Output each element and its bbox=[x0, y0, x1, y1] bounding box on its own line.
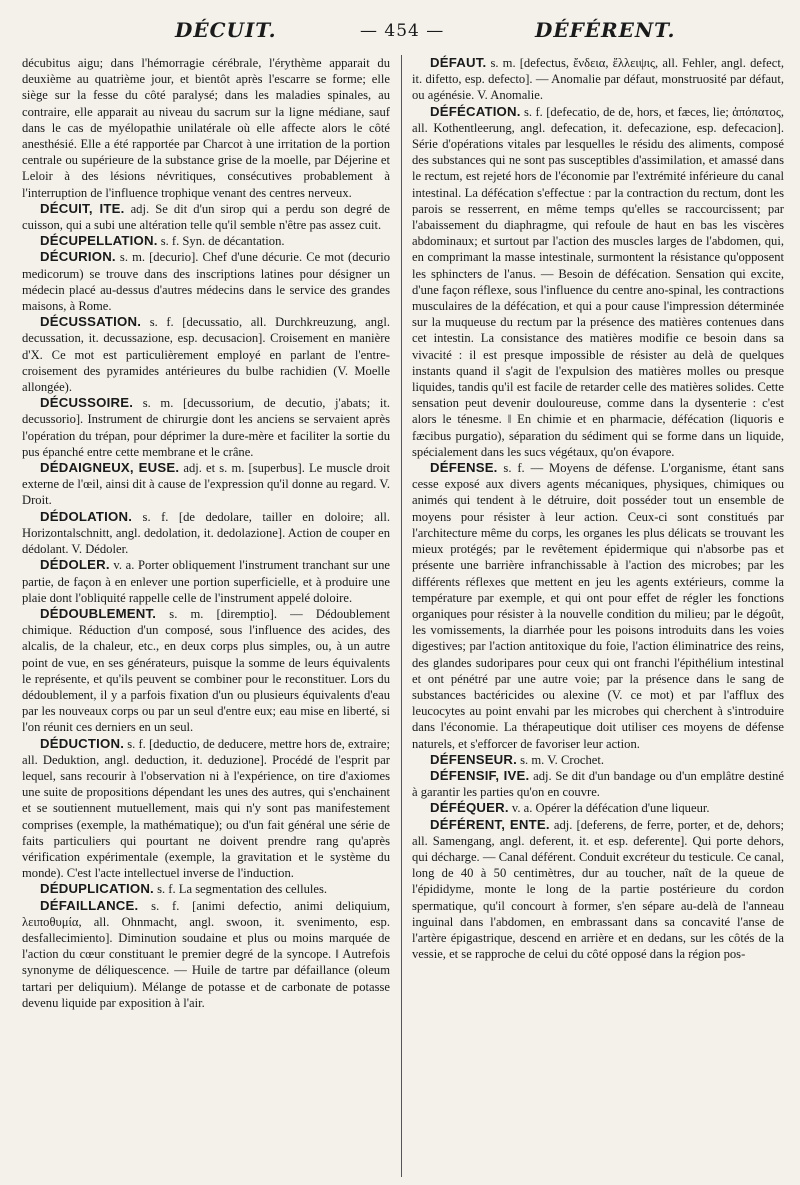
entry-headword: DÉCUSSOIRE. bbox=[40, 395, 134, 411]
dictionary-entry bbox=[22, 736, 390, 882]
entry-definition: v. a. Porter obliquement l'instrument tranchant sur une partie, de façon à en enlever une portion superficielle, et à produire une plaie dont l'obliquité rappelle celle de l'instrument appelé doloire. bbox=[22, 558, 390, 605]
entry-headword: DÉDUCTION. bbox=[40, 735, 125, 751]
entry-headword: DÉCUIT, ITE. bbox=[40, 200, 125, 216]
running-head-left: DÉCUIT. bbox=[175, 18, 277, 42]
page-header bbox=[0, 12, 800, 48]
entry-definition: adj. [deferens, de ferre, porter, et de, dehors; all. Samengang, angl. deferent, it. et esp. deferente]. Qui porte dehors, qui décharge. — Canal déférent. Conduit excréteur du testicule. Ce canal, long de 40 à 50 centimètres, dur au toucher, naît de la queue de l'épididyme, monte le long de la partie postérieure du cordon spermatique, qu'il concourt à former, s'en sépare au-delà de l'anneau inguinal dans l'abdomen, en embrassant dans sa concavité l'anse de l'artère épigastrique, descend en arrière et en dedans, sur les côtés de la vessie, et se rapproche de celui du côté opposé dans la région pos- bbox=[412, 817, 784, 962]
dictionary-entry bbox=[22, 606, 390, 736]
entry-definition: s. f. [de dedolare, tailler en doloire; all. Horizontalschnitt, angl. dedolation, it. dedolazione]. Action de couper en dédolant. V. Dédoler. bbox=[22, 509, 390, 557]
entry-definition: s. f. La segmentation des cellules. bbox=[153, 882, 328, 897]
dictionary-entry bbox=[22, 233, 390, 249]
entry-definition: s. m. [decussorium, de decutio, j'abats; it. decussorio]. Instrument de chirurgie dont les anciens se servaient après l'opération du trépan, pour déprimer la dure-mère et faciliter la sortie du pus épanché entre cette membrane et le crâne. bbox=[22, 396, 390, 459]
entry-definition: décubitus aigu; dans l'hémorragie cérébrale, l'érythème apparait du deuxième au quatrième jour, et bientôt après l'escarre se forme; elle siège sur la fesse du côté paralysé; dans les maladies spinales, au contraire, elle apparait au niveau du sacrum sur la ligne médiane, sauf dans le cas de myélopathie unilatérale où elle affecte alors le côté anesthésié. Elle a été rapportée par Charcot à une irritation de la portion centrale ou supérieure de la substance grise de la moelle, par Déjerine et Leloir à des lésions névritiques, consécutives probablement à l'interruption de l'influence trophique venant des centres nerveux. bbox=[22, 56, 390, 200]
entry-headword: DÉCUPELLATION. bbox=[40, 233, 158, 249]
entry-definition: adj. Se dit d'un bandage ou d'un emplâtre destiné à garantir les parties qu'on en couvre. bbox=[412, 768, 784, 800]
entry-definition: s. f. Syn. de décantation. bbox=[157, 234, 285, 249]
entry-headword: DÉFENSE. bbox=[430, 460, 498, 476]
dictionary-entry bbox=[412, 768, 784, 800]
dictionary-entry bbox=[22, 881, 390, 897]
dictionary-entry bbox=[22, 55, 390, 201]
dictionary-entry bbox=[22, 557, 390, 606]
entry-headword: DÉCURION. bbox=[40, 249, 116, 265]
entry-definition: adj. Se dit d'un sirop qui a perdu son degré de cuisson, qui a subi une altération telle qu'il semble n'être pas assez cuit. bbox=[22, 201, 390, 233]
dictionary-entry bbox=[412, 104, 784, 460]
dictionary-entry bbox=[22, 898, 390, 1011]
entry-headword: DÉFÉRENT, ENTE. bbox=[430, 816, 550, 832]
entry-definition: s. m. V. Crochet. bbox=[517, 752, 604, 767]
dictionary-entry bbox=[412, 55, 784, 104]
entry-definition: s. f. [deductio, de deducere, mettre hors de, extraire; all. Deduktion, angl. deduction, it. deduzione]. Procédé de l'esprit par lequel, sans recourir à l'observation ni à l'expérience, on tire d'axiomes une suite de propositions dépendant les unes des autres, qui s'enchainent et se soutiennent mutuellement, mais qui n'y sont pas manifestement comprises (exemple, la mathématique); ou d'un fait général une série de faits particuliers qui pourtant ne doivent prendre rang qu'après vérification expérimentale (exemple, la gravitation et le système du monde). C'est l'acte intellectuel inverse de l'induction. bbox=[22, 736, 390, 881]
entry-headword: DÉDOUBLEMENT. bbox=[40, 605, 157, 621]
entry-definition: s. m. [decurio]. Chef d'une décurie. Ce mot (decurio medicorum) se trouve dans des inscriptions latines pour désigner un médecin placé au-dessus d'autres médecins dans le service des grandes maisons, à Rome. bbox=[22, 250, 390, 314]
dictionary-entry bbox=[22, 314, 390, 395]
column-divider bbox=[401, 55, 402, 1177]
right-column bbox=[412, 55, 784, 1180]
entry-definition: s. f. [defecatio, de de, hors, et fæces, lie; ἀπόπατος, all. Kothentleerung, angl. defecation, it. defecazione, esp. defecacion]. Série d'opérations vitales par lesquelles le résidu des aliments, composé des substances qui ne sont pas susceptibles d'assimilation, et amassé dans le rectum, est rejeté hors de l'économie par l'extrémité inférieure du canal intestinal. La défécation s'effectue : par la contraction du rectum, dont les parois se resserrent, en même temps qu'elles se raccourcissent; par l'abaissement du diaphragme, qui refoule de haut en bas les viscères abdominaux; et surtout par l'action des muscles larges de l'abdomen, qui, en comprimant la masse intestinale, surmontent la résistance qu'opposent les sphincters de l'anus. — Besoin de défécation. Sensation qui excite, d'une façon réflexe, sous l'influence du centre ano-spinal, les contractions musculaires de la défécation, et qui a pour cause l'impression déterminée sur la muqueuse du rectum par la présence des matières contenues dans cet intestin. La consistance des matières modifie ce besoin dans sa vivacité : il est presque impossible de résister au delà de quelques instants quand il s'agit de l'expulsion des matières molles ou presque liquides, tandis qu'il est facile de retarder celle des matières solides. Cette sensation peut devenir douloureuse, comme dans la dysenterie : c'est alors le ténesme. ‖ En chimie et en pharmacie, défécation (liquoris e fæcibus purgatio), séparation du sédiment qui se forme dans un liquide, spécialement dans les sucs végétaux, qu'on évapore. bbox=[412, 104, 784, 459]
entry-headword: DÉDOLER. bbox=[40, 557, 110, 573]
entry-definition: s. m. [defectus, ἔνδεια, ἔλλειψις, all. Fehler, angl. defect, it. difetto, esp. defecto]. — Anomalie par défaut, monstruosité par défaut, ou agénésie. V. Anomalie. bbox=[412, 56, 784, 103]
entry-headword: DÉFAILLANCE. bbox=[40, 897, 139, 913]
entry-headword: DÉCUSSATION. bbox=[40, 314, 142, 330]
entry-headword: DÉFAUT. bbox=[430, 55, 487, 70]
entry-definition: v. a. Opérer la défécation d'une liqueur. bbox=[508, 801, 710, 816]
dictionary-entry bbox=[22, 460, 390, 509]
left-column bbox=[22, 55, 390, 1180]
dictionary-entry bbox=[412, 800, 784, 816]
running-head-right: DÉFÉRENT. bbox=[535, 18, 676, 42]
entry-headword: DÉDOLATION. bbox=[40, 508, 133, 524]
entry-definition: s. m. [diremptio]. — Dédoublement chimique. Réduction d'un composé, sous l'influence des acides, des alcalis, de la chaleur, etc., en deux corps plus simples, ou, à un autre point de vue, en ses générateurs, puisque la somme de leurs équivalents le représente, et qu'ils peuvent se combiner pour le reconstituer. Lors du dédoublement, il y a parfois fixation d'un ou plusieurs équivalents d'eau par les nouveaux corps ou par un seul d'entre eux; eau mise en liberté, si l'on réunit ces derniers en un seul. bbox=[22, 606, 390, 735]
entry-headword: DÉDUPLICATION. bbox=[40, 881, 154, 897]
dictionary-entry bbox=[412, 460, 784, 752]
entry-definition: s. f. [animi defectio, animi deliquium, λειποθυμία, all. Ohnmacht, angl. swoon, it. svenimento, esp. desfallecimiento]. Diminution soudaine et plus ou moins marquée de l'action du cœur constituant le premier degré de la syncope. ‖ Autrefois synonyme de déliquescence. — Huile de tartre par défaillance (oleum tartari per deliquium). Mélange de potasse et de carbonate de potasse devenu liquide par exposition à l'air. bbox=[22, 898, 390, 1010]
dictionary-entry bbox=[22, 249, 390, 314]
entry-definition: s. f. [decussatio, all. Durchkreuzung, angl. decussation, it. decussazione, esp. decusacion]. Croisement en manière d'X. Ce mot est particulièrement employé en parlant de l'entre-croisement des pyramides antérieures du bulbe rachidien (V. Moelle allongée). bbox=[22, 315, 390, 395]
page-number: — 454 — bbox=[360, 21, 445, 41]
entry-definition: s. f. — Moyens de défense. L'organisme, étant sans cesse exposé aux divers agents mécaniques, physiques, chimiques ou animés qui tendent à le détruire, doit posséder tout un ensemble de moyens pour résister à leur action. Ceux-ci sont constitués par l'architecture même du corps, les organes les plus délicats se trouvant les mieux protégés; par le revêtement épidermique qui n'absorbe pas et présente une barrière infranchissable à l'action des microbes; par les différents réflexes que mettent en jeu les agents extérieurs, comme la température par exemple, et qui ont pour effet de régler les fonctions organiques pour résister à la nouvelle condition du milieu; par le dégoût, les vomissements, la diarrhée pour les poisons introduits dans les voies digestives; par l'action antitoxique du foie, l'action éliminatrice des reins, des glandes sudoripares pour ceux qui ont franchi l'épithélium intestinal et ont pénétré par une autre voie; par la présence dans le sang de substances bactéricides ou alexine (V. ce mot) et par l'afflux des leucocytes au point envahi par les microbes qui cherchent à s'introduire dans l'économie. La thérapeutique doit utiliser ces moyens de défense naturels, et s'efforcer de favoriser leur action. bbox=[412, 461, 784, 751]
dictionary-entry bbox=[412, 817, 784, 963]
dictionary-entry bbox=[22, 395, 390, 460]
dictionary-entry bbox=[22, 509, 390, 558]
entry-headword: DÉFENSEUR. bbox=[430, 751, 517, 767]
entry-headword: DÉFÉQUER. bbox=[430, 800, 509, 816]
dictionary-entry bbox=[22, 201, 390, 233]
entry-definition: adj. et s. m. [superbus]. Le muscle droit externe de l'œil, ainsi dit à cause de l'expression qu'il donne au regard. V. Droit. bbox=[22, 461, 390, 508]
entry-headword: DÉFENSIF, IVE. bbox=[430, 767, 530, 783]
entry-headword: DÉDAIGNEUX, EUSE. bbox=[40, 460, 180, 476]
dictionary-entry bbox=[412, 752, 784, 768]
entry-headword: DÉFÉCATION. bbox=[430, 103, 521, 119]
